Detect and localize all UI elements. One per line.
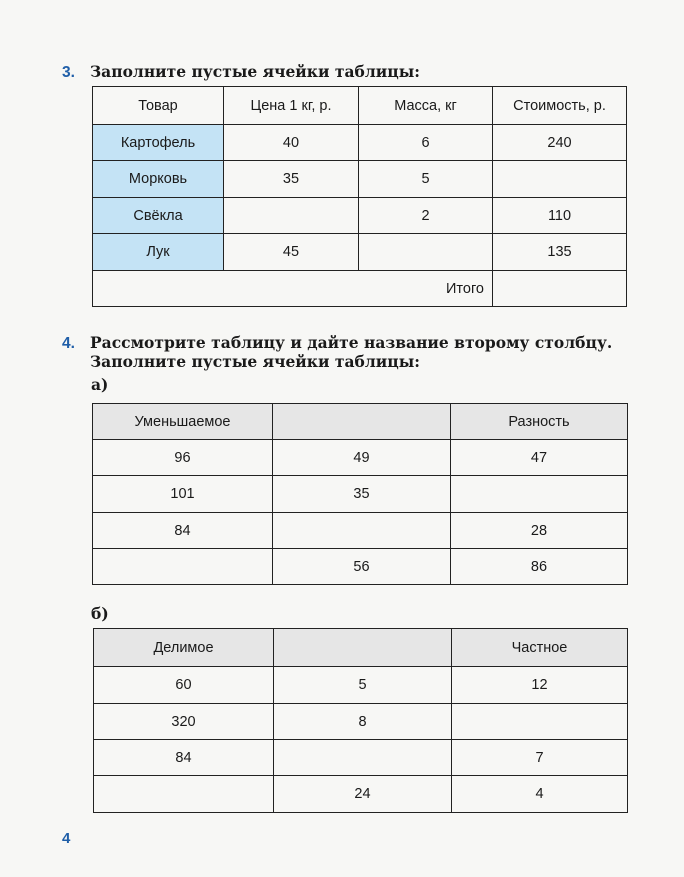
header-cell: Уменьшаемое <box>93 404 273 440</box>
total-cell[interactable] <box>493 271 627 307</box>
task-3-number: 3. <box>62 64 75 81</box>
total-label: Итого <box>93 271 493 307</box>
table-cell[interactable]: 101 <box>93 476 273 513</box>
task-4-heading <box>62 333 612 353</box>
table-row <box>93 198 627 234</box>
task-4-heading-line2 <box>90 352 420 371</box>
product-cell: Свёкла <box>93 198 224 234</box>
table-cell[interactable]: 320 <box>94 704 274 740</box>
table-row <box>94 667 628 704</box>
table-cell[interactable]: 84 <box>94 740 274 776</box>
mass-cell[interactable]: 6 <box>359 125 493 161</box>
table-row <box>93 549 628 585</box>
price-cell[interactable]: 45 <box>224 234 359 271</box>
table-cell[interactable] <box>94 776 274 813</box>
table-cell[interactable]: 5 <box>274 667 452 704</box>
product-cell: Морковь <box>93 161 224 198</box>
table-cell[interactable]: 4 <box>452 776 628 813</box>
table-cell[interactable]: 84 <box>93 513 273 549</box>
mass-cell[interactable]: 2 <box>359 198 493 234</box>
table-cell[interactable]: 49 <box>273 440 451 476</box>
cost-cell[interactable]: 135 <box>493 234 627 271</box>
table-cell[interactable]: 96 <box>93 440 273 476</box>
table-row <box>93 476 628 513</box>
task-3-heading <box>62 62 420 82</box>
price-cell[interactable] <box>224 198 359 234</box>
table-row <box>93 161 627 198</box>
task-4-text-line1: Рассмотрите таблицу и дайте название второму столбцу. <box>90 333 613 352</box>
page-number: 4 <box>62 830 71 847</box>
table-row <box>93 513 628 549</box>
mass-cell[interactable]: 5 <box>359 161 493 198</box>
table-cell[interactable] <box>451 476 628 513</box>
table-cell[interactable] <box>273 513 451 549</box>
cost-cell[interactable]: 110 <box>493 198 627 234</box>
header-cell-blank[interactable] <box>273 404 451 440</box>
table-cell[interactable]: 28 <box>451 513 628 549</box>
part-b-label: б) <box>91 604 109 623</box>
table-row <box>93 440 628 476</box>
table-cell[interactable]: 8 <box>274 704 452 740</box>
header-cell: Стоимость, р. <box>493 87 627 125</box>
task-4a-table <box>92 403 628 585</box>
header-cell: Цена 1 кг, р. <box>224 87 359 125</box>
table-row <box>93 125 627 161</box>
header-cell: Товар <box>93 87 224 125</box>
table-row <box>94 776 628 813</box>
task-4-number: 4. <box>62 335 75 352</box>
cost-cell[interactable] <box>493 161 627 198</box>
part-a-label: а) <box>91 375 109 394</box>
table-cell[interactable]: 47 <box>451 440 628 476</box>
header-cell: Делимое <box>94 629 274 667</box>
table-cell[interactable]: 24 <box>274 776 452 813</box>
cost-cell[interactable]: 240 <box>493 125 627 161</box>
task-3-text: Заполните пустые ячейки таблицы: <box>90 62 421 81</box>
table-cell[interactable]: 35 <box>273 476 451 513</box>
price-cell[interactable]: 35 <box>224 161 359 198</box>
product-cell: Картофель <box>93 125 224 161</box>
header-cell: Разность <box>451 404 628 440</box>
table-cell[interactable] <box>274 740 452 776</box>
table-cell[interactable] <box>452 704 628 740</box>
table-row <box>94 704 628 740</box>
total-row <box>93 271 627 307</box>
product-cell: Лук <box>93 234 224 271</box>
task-4b-table <box>93 628 628 813</box>
table-cell[interactable]: 12 <box>452 667 628 704</box>
table-cell[interactable]: 56 <box>273 549 451 585</box>
mass-cell[interactable] <box>359 234 493 271</box>
table-row <box>93 234 627 271</box>
table-row <box>94 740 628 776</box>
task-4-text-line2: Заполните пустые ячейки таблицы: <box>90 352 421 371</box>
price-cell[interactable]: 40 <box>224 125 359 161</box>
header-cell: Частное <box>452 629 628 667</box>
table-cell[interactable]: 60 <box>94 667 274 704</box>
task-3-table <box>92 86 627 307</box>
table-cell[interactable] <box>93 549 273 585</box>
table-cell[interactable]: 7 <box>452 740 628 776</box>
header-cell-blank[interactable] <box>274 629 452 667</box>
header-cell: Масса, кг <box>359 87 493 125</box>
table-cell[interactable]: 86 <box>451 549 628 585</box>
